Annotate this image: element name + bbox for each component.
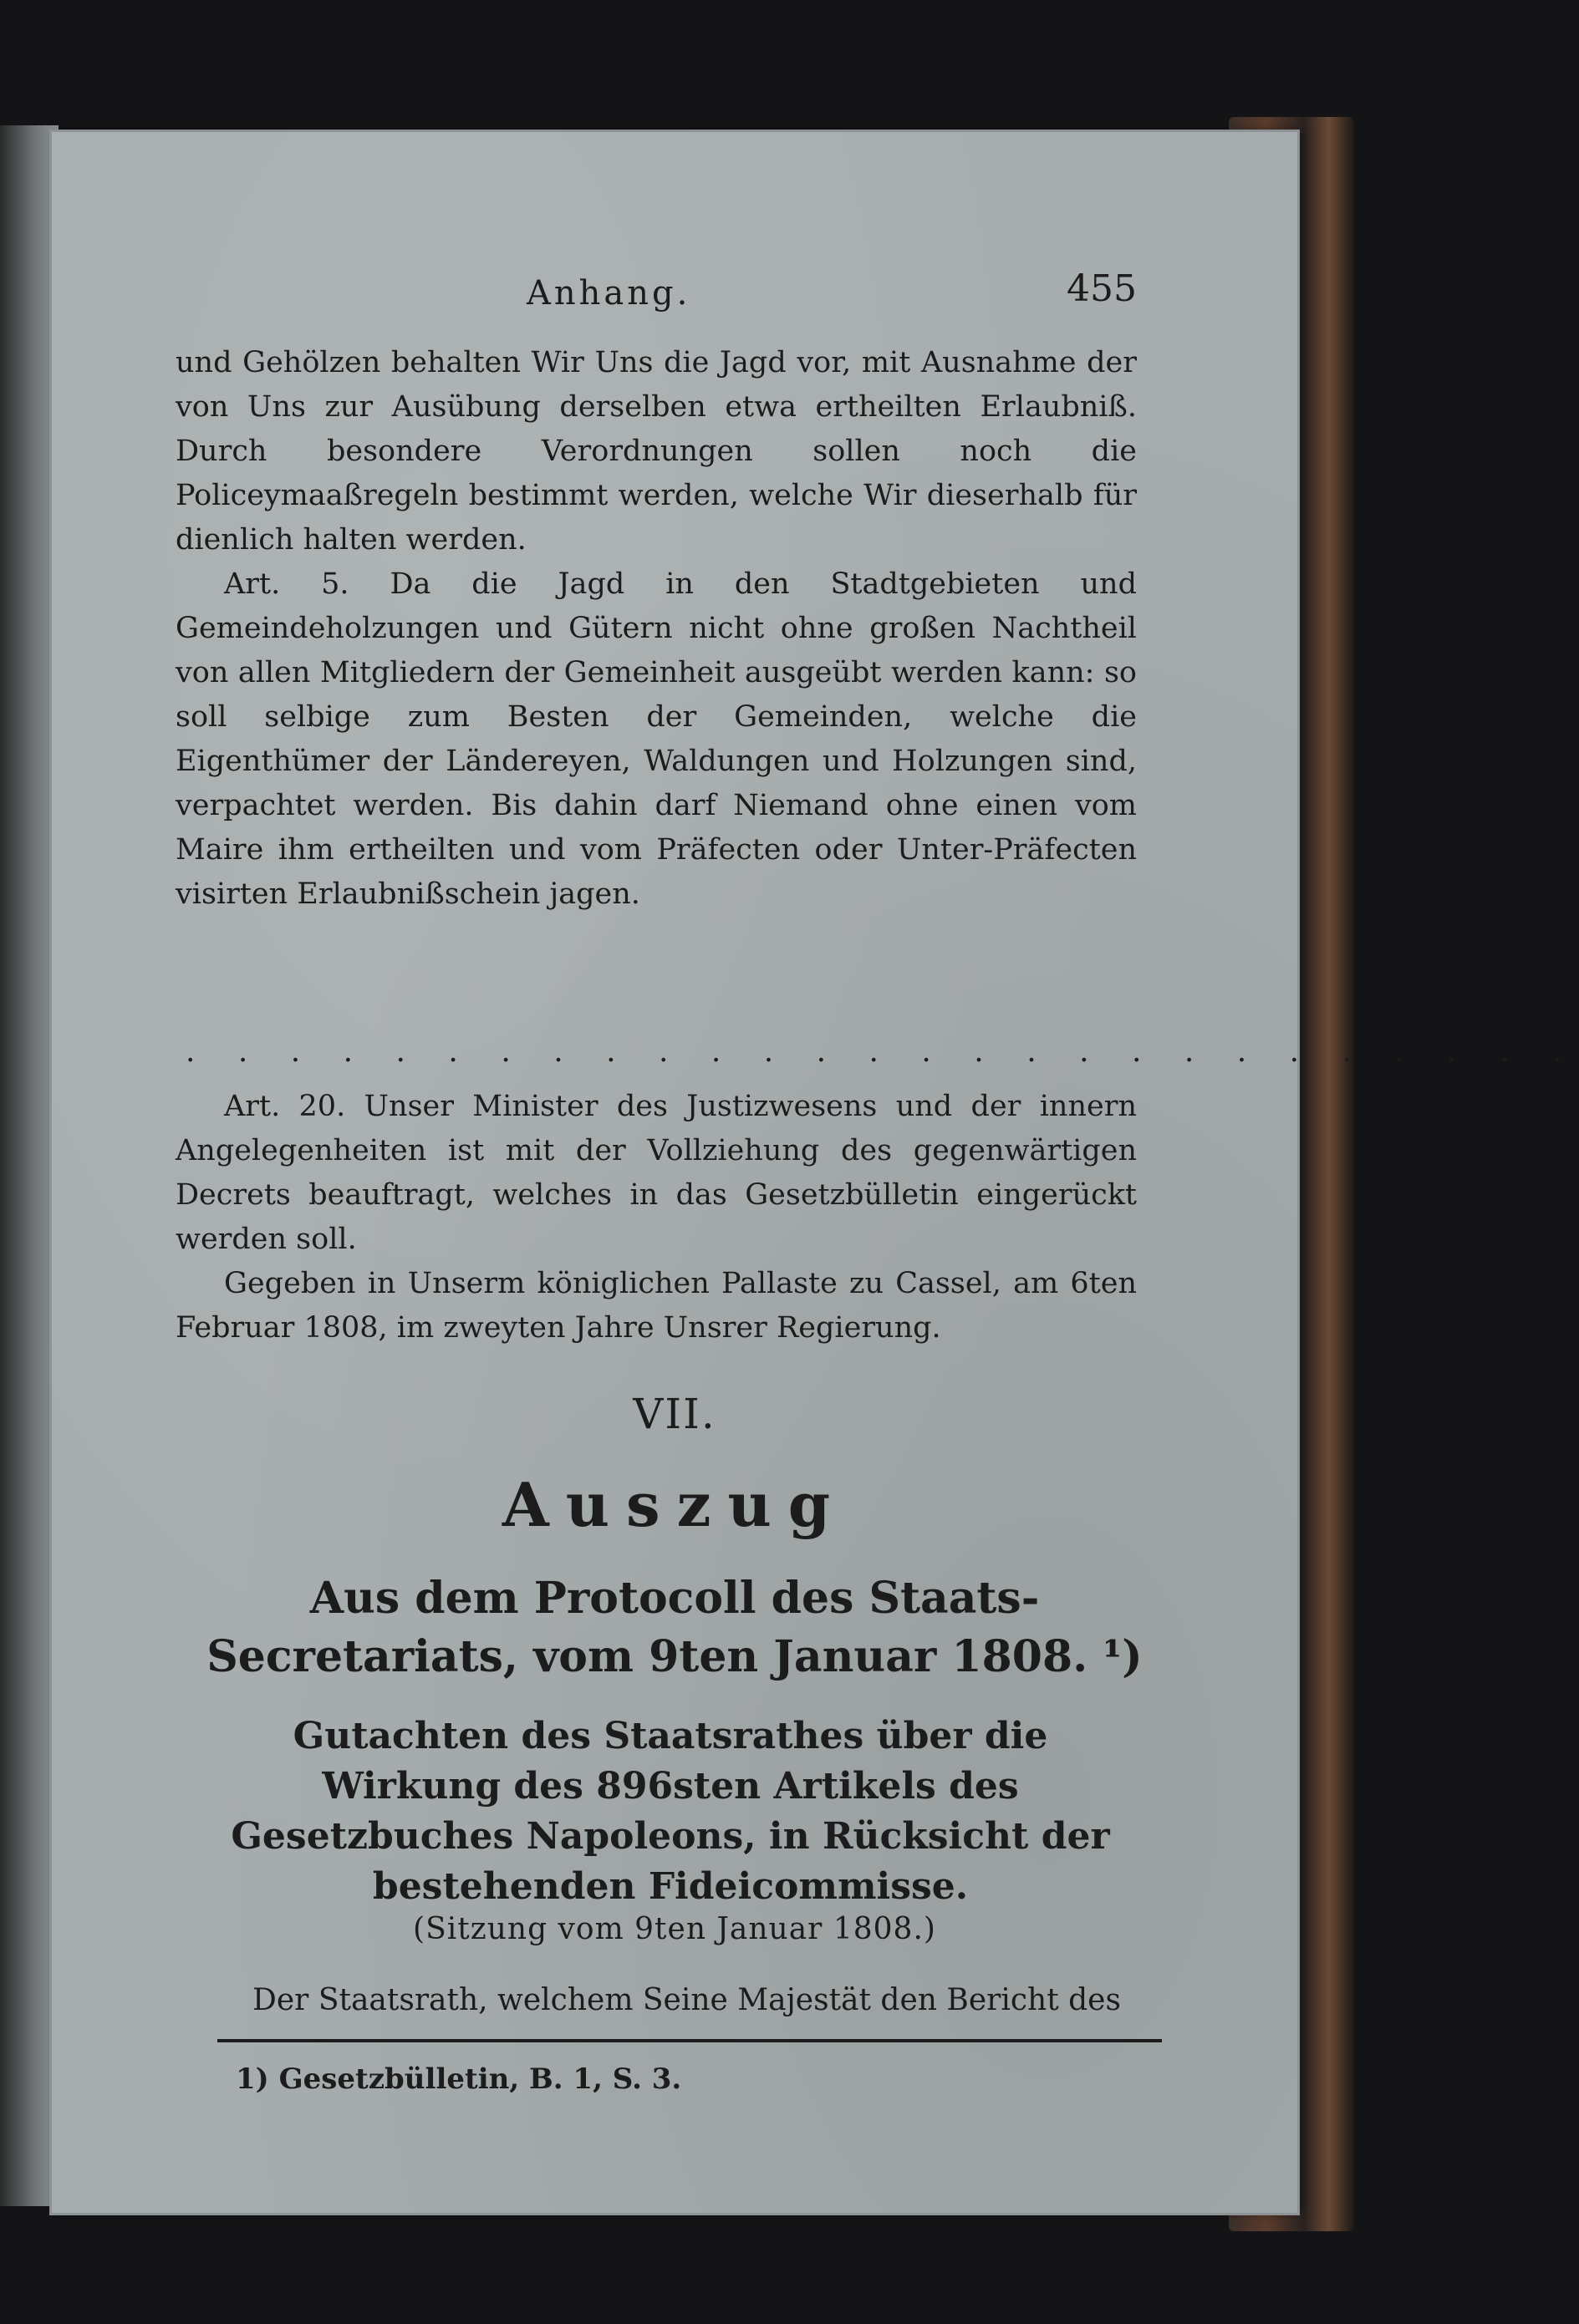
running-head	[176, 267, 1137, 324]
book-page	[52, 132, 1579, 2213]
running-title: Anhang.	[527, 274, 691, 313]
body-text-top	[176, 341, 1137, 917]
paragraph-continued: und Gehölzen behalten Wir Uns die Jagd vor, mit Ausnahme der von Uns zur Ausübung derselben etwa ertheilten Erlaubniß. Durch besondere Verordnungen sollen noch die Policeymaaßregeln bestimmt werden, welche Wir dieserhalb für dienlich halten werden.	[176, 346, 1137, 557]
footnote: 1) Gesetzbülletin, B. 1, S. 3.	[236, 2062, 682, 2096]
paragraph-given: Gegeben in Unserm königlichen Pallaste zu Cassel, am 6ten Februar 1808, im zweyten Jahre Unsrer Regierung.	[176, 1267, 1137, 1345]
section-first-line: Der Staatsrath, welchem Seine Majestät den Bericht des	[252, 1983, 1121, 2017]
paragraph-art-5: Art. 5. Da die Jagd in den Stadtgebieten und Gemeindeholzungen und Gütern nicht ohne großen Nachtheil von allen Mitgliedern der Gemeinheit ausgeübt werden kann: so soll selbige zum Besten der Gemeinden, welche die Eigenthümer der Ländereyen, Waldungen und Holzungen sind, verpachtet werden. Bis dahin darf Niemand ohne einen vom Maire ihm ertheilten und vom Präfecten oder Unter-Präfecten visirten Erlaubnißschein jagen.	[176, 567, 1137, 911]
page-number: 455	[1067, 267, 1137, 310]
section-title: Auszug	[502, 1469, 848, 1540]
body-text-bottom	[176, 1085, 1137, 1350]
omission-dots: . . . . . . . . . . . . . . . . . . . . . . . . . . .	[186, 1035, 1579, 1069]
section-subtitle: Aus dem Protocoll des Staats-Secretariats, vom 9ten Januar 1808. ¹)	[206, 1573, 1143, 1682]
section-number: VII.	[633, 1390, 716, 1438]
left-page-edge	[0, 125, 59, 2206]
session-line: (Sitzung vom 9ten Januar 1808.)	[413, 1912, 936, 1946]
paragraph-art-20: Art. 20. Unser Minister des Justizwesens und der innern Angelegenheiten ist mit der Vollziehung des gegenwärtigen Decrets beauftragt, welches in das Gesetzbülletin eingerückt werden soll.	[176, 1090, 1137, 1256]
section-heading: Gutachten des Staatsrathes über die Wirkung des 896sten Artikels des Gesetzbuches Napoleons, in Rücksicht der bestehenden Fideicommisse.	[231, 1715, 1110, 1908]
footnote-rule	[217, 2039, 1162, 2042]
